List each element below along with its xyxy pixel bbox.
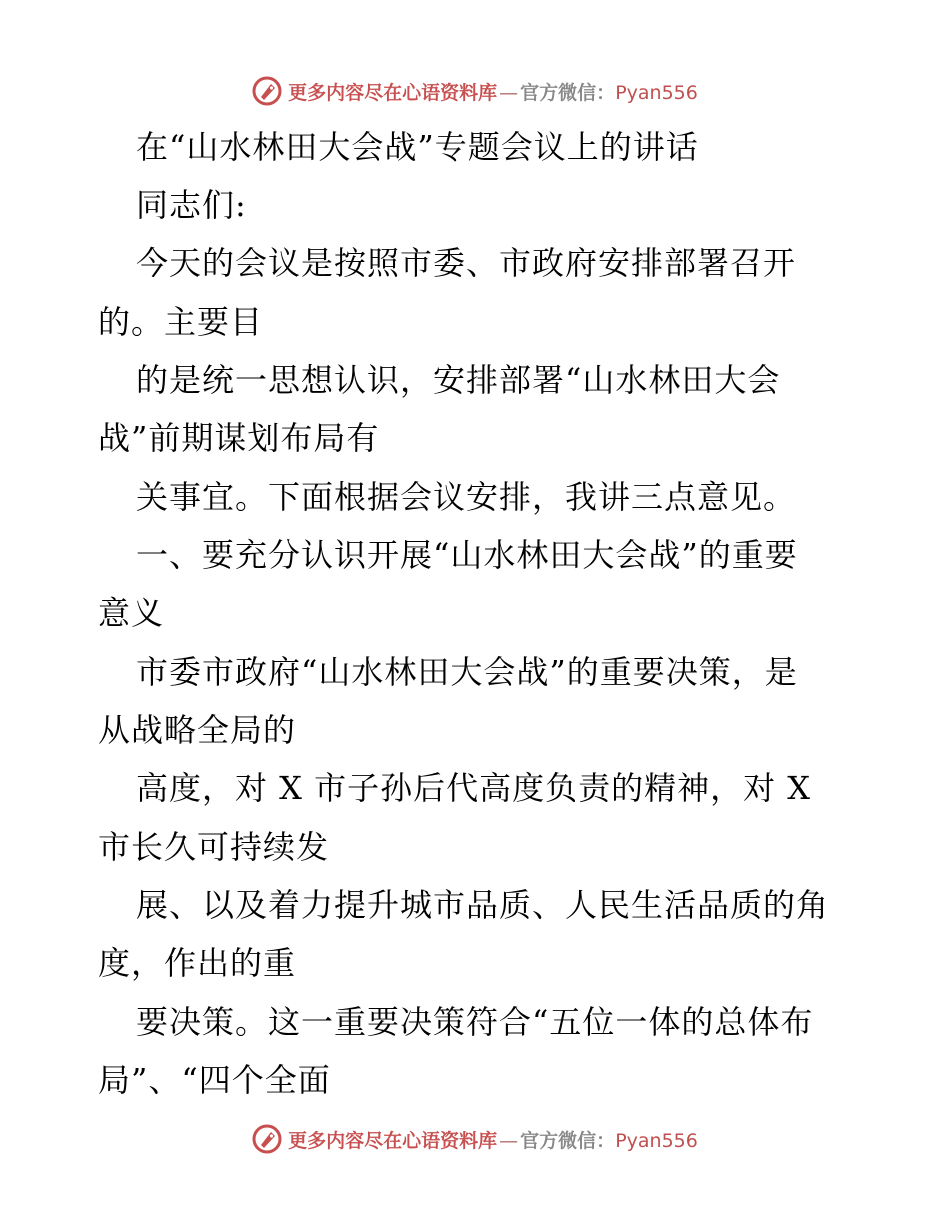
- header-banner: [0, 71, 950, 111]
- paragraph-line: 展、以及着力提升城市品质、人民生活品质的角: [136, 886, 830, 924]
- paragraph-line: 市长久可持续发: [98, 828, 330, 866]
- document-title: 在“山水林田大会战”专题会议上的讲话: [136, 128, 699, 166]
- section-heading: 一、要充分认识开展“山水林田大会战”的重要: [136, 536, 798, 574]
- paragraph-line: 今天的会议是按照市委、市政府安排部署召开: [136, 244, 797, 282]
- paragraph-line: 要决策。这一重要决策符合“五位一体的总体布: [136, 1003, 814, 1041]
- paragraph-line: 度，作出的重: [98, 944, 297, 982]
- paragraph-line: 关事宜。下面根据会议安排，我讲三点意见。: [136, 478, 797, 516]
- paragraph-line: 的是统一思想认识，安排部署“山水林田大会: [136, 361, 781, 399]
- pen-nib-logo-icon: [252, 1124, 282, 1154]
- banner-title: 更多内容尽在心语资料库: [288, 81, 498, 104]
- banner-wechat-id: Pyan556: [615, 81, 698, 104]
- banner-dash: —: [499, 81, 519, 104]
- paragraph-line: 战”前期谋划布局有: [98, 419, 380, 457]
- pen-nib-logo-icon: [252, 76, 282, 106]
- banner-wechat-label: 官方微信：: [520, 1129, 616, 1152]
- paragraph-line: 局”、“四个全面: [98, 1061, 331, 1099]
- paragraph-line: 市委市政府“山水林田大会战”的重要决策，是: [136, 653, 798, 691]
- paragraph-line: 的。主要目: [98, 303, 264, 341]
- banner-wechat-label: 官方微信：: [520, 81, 616, 104]
- salutation: 同志们:: [136, 186, 247, 224]
- banner-wechat-id: Pyan556: [615, 1129, 698, 1152]
- footer-banner: [0, 1119, 950, 1159]
- paragraph-line: 从战略全局的: [98, 711, 297, 749]
- paragraph-line: 高度，对 X 市子孙后代高度负责的精神，对 X: [136, 769, 812, 807]
- section-heading: 意义: [98, 594, 165, 632]
- banner-title: 更多内容尽在心语资料库: [288, 1129, 498, 1152]
- banner-dash: —: [499, 1129, 519, 1152]
